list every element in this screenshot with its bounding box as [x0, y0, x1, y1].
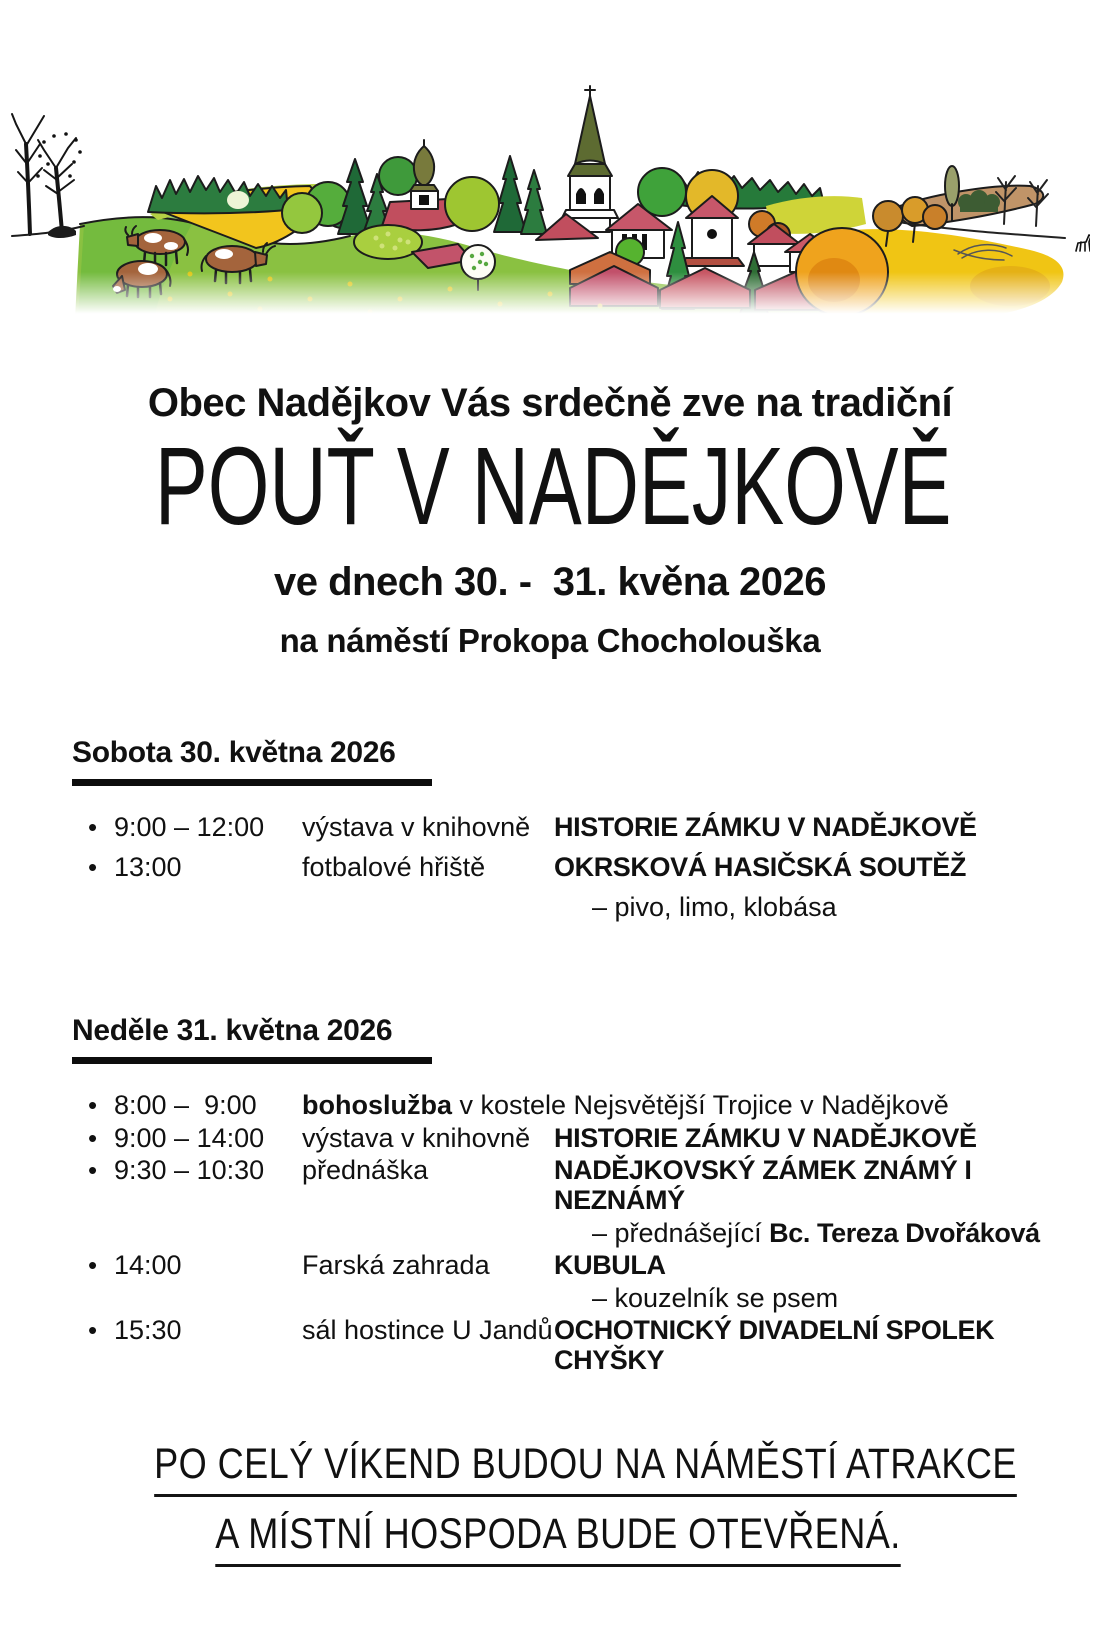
event-row — [72, 812, 1044, 842]
bullet-icon — [72, 1123, 114, 1153]
event-lead-rest: v kostele Nejsvětější Trojice v Nadějkově — [452, 1090, 949, 1121]
event-title: OKRSKOVÁ HASIČSKÁ SOUTĚŽ — [554, 852, 966, 883]
event-rows — [72, 812, 1044, 922]
section-heading: Neděle 31. května 2026 — [72, 1014, 393, 1048]
event-row — [72, 1155, 1044, 1215]
event-title: NADĚJKOVSKÝ ZÁMEK ZNÁMÝ I NEZNÁMÝ — [554, 1155, 972, 1216]
note-bold: Bc. Tereza Dvořáková — [769, 1217, 1040, 1248]
section-heading: Sobota 30. května 2026 — [72, 736, 396, 770]
event-note — [592, 1283, 1044, 1313]
event-place: Farská zahrada — [302, 1250, 490, 1281]
note-prefix: – pivo, limo, klobása — [592, 892, 837, 923]
poster-footer — [72, 1440, 1044, 1567]
event-time: 9:00 – 14:00 — [114, 1122, 265, 1153]
event-row — [72, 1123, 1044, 1153]
event-row — [72, 1250, 1044, 1280]
event-time: 14:00 — [114, 1250, 182, 1281]
event-place: přednáška — [302, 1155, 429, 1186]
event-title: OCHOTNICKÝ DIVADELNÍ SPOLEK CHYŠKY — [554, 1315, 995, 1376]
intro-line: Obec Nadějkov Vás srdečně zve na tradiční — [147, 381, 953, 425]
event-time: 13:00 — [114, 852, 182, 883]
note-prefix: – kouzelník se psem — [592, 1282, 839, 1313]
event-place: sál hostince U Jandů — [302, 1315, 553, 1346]
bullet-icon — [72, 812, 114, 842]
bullet-icon — [72, 1250, 114, 1280]
event-place: výstava v knihovně — [302, 812, 531, 843]
event-title: KUBULA — [554, 1250, 666, 1281]
bullet-icon — [72, 1155, 114, 1185]
poster-header — [0, 381, 1100, 660]
poster-page — [0, 84, 1100, 1640]
note-prefix: – přednášející — [592, 1217, 770, 1248]
schedule — [72, 736, 1044, 1375]
heading-rule — [72, 1057, 432, 1064]
event-note — [592, 892, 1044, 922]
event-time: 15:30 — [114, 1315, 182, 1346]
event-row — [72, 1315, 1044, 1375]
footer-line-2: A MÍSTNÍ HOSPODA BUDE OTEVŘENÁ. — [215, 1513, 900, 1567]
venue-line: na náměstí Prokopa Chocholouška — [279, 622, 821, 660]
date-line: ve dnech 30. - 31. kvěna 2026 — [273, 560, 826, 605]
event-place: fotbalové hřiště — [302, 852, 486, 883]
schedule-section — [72, 1014, 1044, 1375]
event-lead-bold: bohoslužba — [302, 1090, 452, 1121]
event-title: HISTORIE ZÁMKU V NADĚJKOVĚ — [554, 812, 977, 843]
bullet-icon — [72, 1315, 114, 1345]
event-title: HISTORIE ZÁMKU V NADĚJKOVĚ — [554, 1122, 977, 1153]
event-time: 9:00 – 12:00 — [114, 812, 265, 843]
event-time: 9:30 – 10:30 — [114, 1155, 265, 1186]
event-lead — [302, 1090, 1044, 1120]
heading-rule — [72, 779, 432, 786]
schedule-section — [72, 736, 1044, 922]
event-time: 8:00 – 9:00 — [114, 1090, 257, 1121]
bullet-icon — [72, 852, 114, 882]
event-place: výstava v knihovně — [302, 1122, 531, 1153]
bullet-icon — [72, 1090, 114, 1120]
page-title: POUŤ V NADĚJKOVĚ — [154, 425, 952, 548]
footer-line-1: PO CELÝ VÍKEND BUDOU NA NÁMĚSTÍ ATRAKCE — [154, 1443, 1017, 1497]
event-row — [72, 852, 1044, 882]
village-illustration — [10, 84, 1090, 319]
event-rows — [72, 1090, 1044, 1375]
event-row — [72, 1090, 1044, 1120]
event-note — [592, 1218, 1044, 1248]
